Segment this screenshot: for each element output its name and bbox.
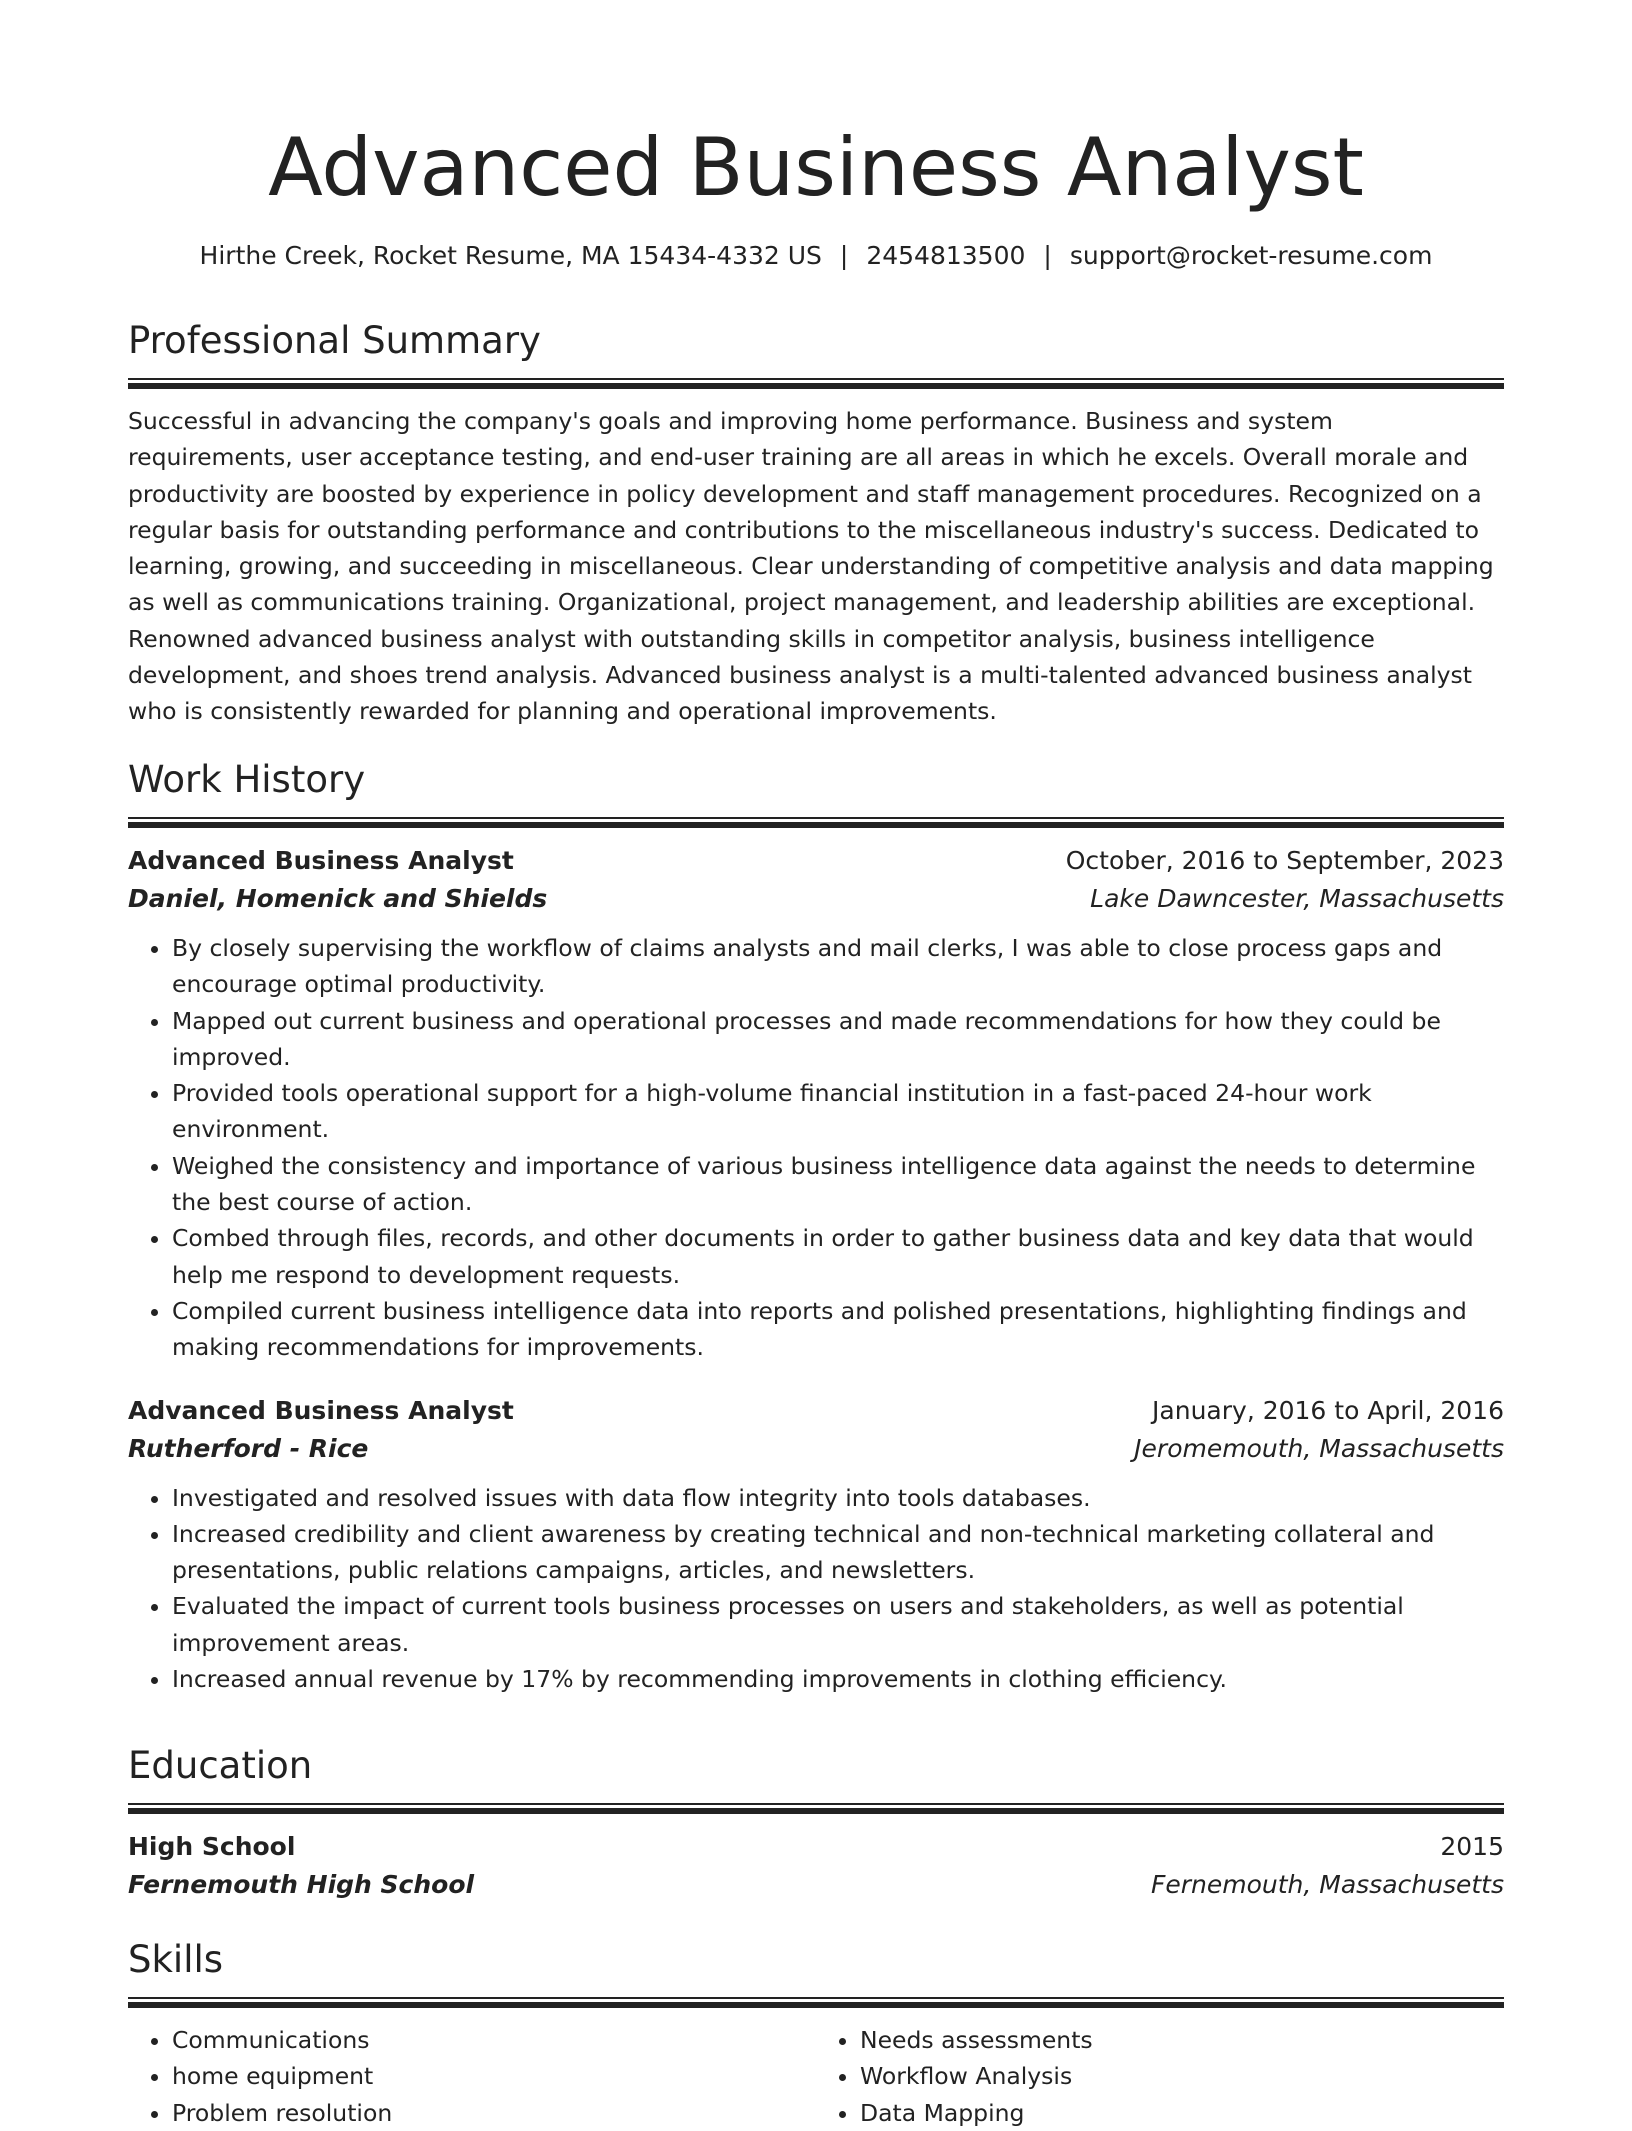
list-item: • Increased credibility and client awareness by creating technical and non-technical marketing collateral and presentations, public relations campaigns, articles, and newsletters.: [172, 1516, 1504, 1589]
contact-address: Hirthe Creek, Rocket Resume, MA 15434-4332 US: [199, 241, 822, 270]
education-school: Fernemouth High School: [128, 1870, 475, 1899]
section-divider: [128, 1803, 1504, 1814]
list-item: • Compiled current business intelligence data into reports and polished presentations, highlighting findings and making recommendations for improvements.: [172, 1293, 1504, 1366]
job-dates: January, 2016 to April, 2016: [1152, 1395, 1504, 1425]
section-divider: [128, 378, 1504, 389]
job-subheader: [128, 1430, 1504, 1468]
skill-item: • home equipment: [172, 2058, 816, 2094]
job-entry: [128, 842, 1504, 1366]
list-item: • By closely supervising the workflow of claims analysts and mail clerks, I was able to close process gaps and encourage optimal productivity.: [172, 930, 1504, 1003]
job-company: Rutherford - Rice: [128, 1433, 369, 1463]
job-header: [128, 1392, 1504, 1430]
list-item: • Increased annual revenue by 17% by recommending improvements in clothing efficiency.: [172, 1661, 1504, 1697]
list-item: • Combed through files, records, and other documents in order to gather business data and key data that would help me respond to development requests.: [172, 1220, 1504, 1293]
education-section: [128, 1741, 1504, 1904]
education-location: Fernemouth, Massachusetts: [1150, 1870, 1504, 1899]
list-item: • Weighed the consistency and importance of various business intelligence data against the needs to determine the best course of action.: [172, 1148, 1504, 1221]
job-location: Lake Dawncester, Massachusetts: [1090, 884, 1504, 913]
job-subheader: [128, 880, 1504, 918]
skills-section: [128, 1935, 1504, 2131]
summary-section: [128, 316, 1504, 730]
list-item: • Mapped out current business and operational processes and made recommendations for how they could be improved.: [172, 1003, 1504, 1076]
contact-separator: |: [1043, 241, 1052, 270]
education-year: 2015: [1440, 1832, 1504, 1861]
section-divider: [128, 1997, 1504, 2008]
skills-column-left: [128, 2022, 816, 2131]
section-title-summary: Professional Summary: [128, 319, 541, 362]
section-title-skills: Skills: [128, 1938, 224, 1981]
list-item: • Provided tools operational support for a high-volume financial institution in a fast-paced 24-hour work environment.: [172, 1075, 1504, 1148]
job-bullets: [128, 930, 1504, 1366]
contact-separator: |: [839, 241, 849, 270]
resume-name: Advanced Business Analyst: [268, 121, 1364, 214]
job-header: [128, 842, 1504, 880]
skill-item: • Communications: [172, 2022, 816, 2058]
job-title: Advanced Business Analyst: [128, 846, 514, 875]
section-title-work: Work History: [128, 758, 366, 801]
skill-item: • Data Mapping: [860, 2095, 1504, 2131]
skill-item: • Workflow Analysis: [860, 2058, 1504, 2094]
skills-column-right: [816, 2022, 1504, 2131]
skill-item: • Problem resolution: [172, 2095, 816, 2131]
section-title-education: Education: [128, 1744, 313, 1787]
skill-item: • Needs assessments: [860, 2022, 1504, 2058]
education-entry: [128, 1828, 1504, 1904]
work-history-section: [128, 755, 1504, 1697]
contact-phone: 2454813500: [866, 241, 1026, 270]
section-divider: [128, 817, 1504, 828]
job-title: Advanced Business Analyst: [128, 1395, 514, 1425]
list-item: • Evaluated the impact of current tools business processes on users and stakeholders, as well as potential improvement areas.: [172, 1588, 1504, 1661]
skills-grid: [128, 2022, 1504, 2131]
job-entry: [128, 1392, 1504, 1698]
job-location: Jeromemouth, Massachusetts: [1134, 1433, 1504, 1463]
education-subheader: [128, 1866, 1504, 1904]
job-company: Daniel, Homenick and Shields: [128, 884, 548, 913]
contact-email: support@rocket-resume.com: [1069, 241, 1433, 270]
education-header: [128, 1828, 1504, 1866]
job-dates: October, 2016 to September, 2023: [1065, 846, 1504, 875]
job-bullets: [128, 1480, 1504, 1698]
contact-line: [128, 238, 1504, 274]
education-degree: High School: [128, 1832, 296, 1861]
summary-text: Successful in advancing the company's goals and improving home performance. Business and system requirements, user acceptance testing, and end-user training are all areas in which he excels. Overall morale and productivity are boosted by experience in policy development and staff management procedures. Recognized on a regular basis for outstanding performance and contributions to the miscellaneous industry's success. Dedicated to learning, growing, and succeeding in miscellaneous. Clear understanding of competitive analysis and data mapping as well as communications training. Organizational, project management, and leadership abilities are exceptional. Renowned advanced business analyst with outstanding skills in competitor analysis, business intelligence development, and shoes trend analysis. Advanced business analyst is a multi-talented advanced business analyst who is consistently rewarded for planning and operational improvements.: [128, 407, 1494, 726]
list-item: • Investigated and resolved issues with data flow integrity into tools databases.: [172, 1480, 1504, 1516]
